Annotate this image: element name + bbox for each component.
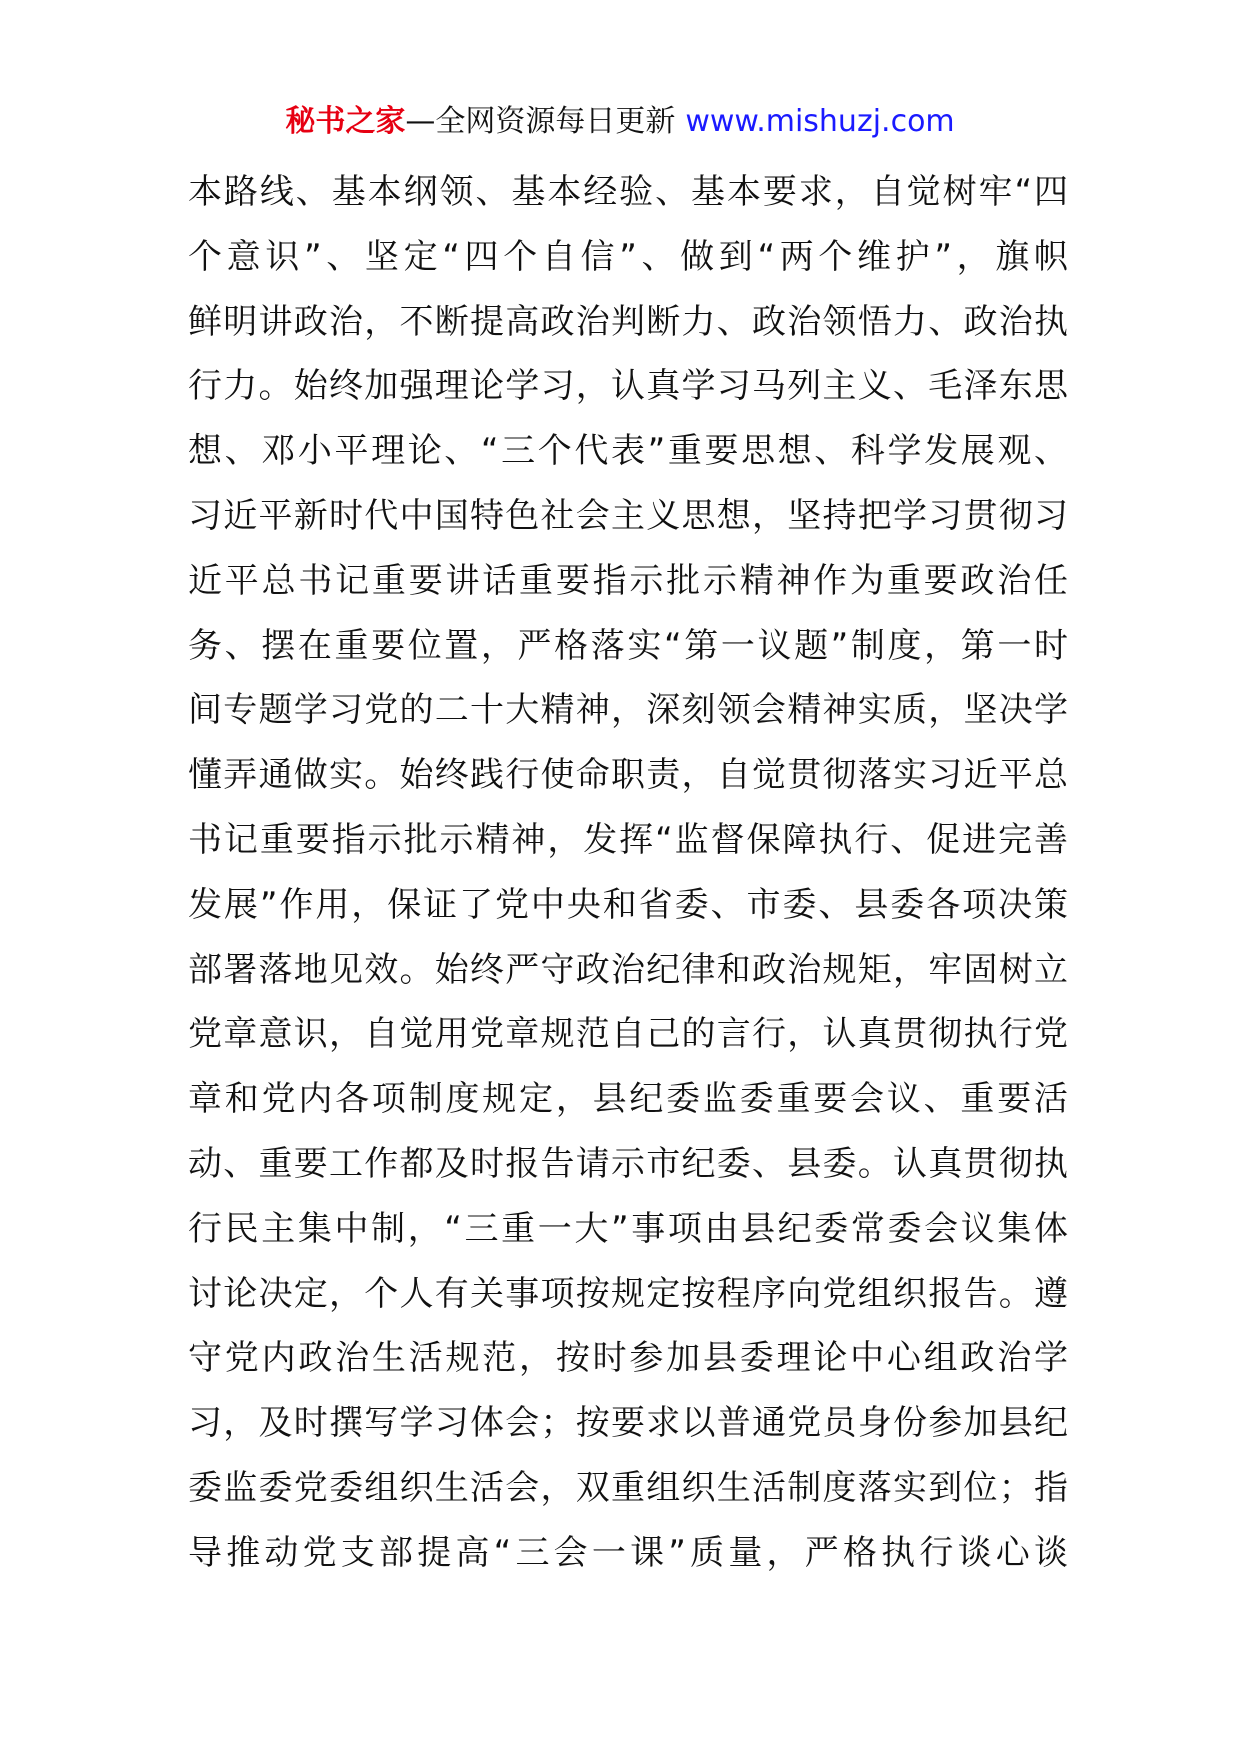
text-line: 懂弄通做实。始终践行使命职责，自觉贯彻落实习近平总 — [188, 755, 1068, 796]
page-header — [0, 100, 1240, 144]
text-line: 近平总书记重要讲话重要指示批示精神作为重要政治任 — [188, 560, 1068, 601]
text-line: 讨论决定，个人有关事项按规定按程序向党组织报告。遵 — [188, 1273, 1068, 1314]
text-line: 部署落地见效。始终严守政治纪律和政治规矩，牢固树立 — [188, 949, 1068, 990]
text-line: 本路线、基本纲领、基本经验、基本要求，自觉树牢“四 — [188, 172, 1068, 212]
document-body — [188, 160, 1068, 1586]
text-line: 党章意识，自觉用党章规范自己的言行，认真贯彻执行党 — [188, 1014, 1068, 1055]
header-slogan: —全网资源每日更新 — [405, 104, 676, 139]
brand-name: 秘书之家 — [285, 104, 406, 139]
text-line: 务、摆在重要位置，严格落实“第一议题”制度，第一时 — [188, 625, 1068, 666]
site-url-link[interactable]: www.mishuzj.com — [685, 104, 955, 139]
text-line: 委监委党委组织生活会，双重组织生活制度落实到位；指 — [188, 1467, 1068, 1508]
text-line: 动、重要工作都及时报告请示市纪委、县委。认真贯彻执 — [188, 1143, 1068, 1184]
text-line: 鲜明讲政治，不断提高政治判断力、政治领悟力、政治执 — [188, 301, 1068, 342]
text-line: 守党内政治生活规范，按时参加县委理论中心组政治学 — [188, 1338, 1068, 1379]
text-line: 间专题学习党的二十大精神，深刻领会精神实质，坚决学 — [188, 690, 1068, 731]
text-line: 导推动党支部提高“三会一课”质量，严格执行谈心谈 — [188, 1532, 1068, 1573]
text-line: 书记重要指示批示精神，发挥“监督保障执行、促进完善 — [188, 819, 1068, 860]
text-line: 行力。始终加强理论学习，认真学习马列主义、毛泽东思 — [188, 366, 1068, 407]
text-line: 想、邓小平理论、“三个代表”重要思想、科学发展观、 — [188, 431, 1068, 472]
text-line: 习，及时撰写学习体会；按要求以普通党员身份参加县纪 — [188, 1403, 1068, 1444]
text-line: 行民主集中制，“三重一大”事项由县纪委常委会议集体 — [188, 1208, 1068, 1249]
text-line: 习近平新时代中国特色社会主义思想，坚持把学习贯彻习 — [188, 495, 1068, 536]
text-line: 个意识”、坚定“四个自信”、做到“两个维护”，旗帜 — [188, 236, 1068, 277]
text-line: 发展”作用，保证了党中央和省委、市委、县委各项决策 — [188, 884, 1068, 925]
text-line: 章和党内各项制度规定，县纪委监委重要会议、重要活 — [188, 1079, 1068, 1120]
